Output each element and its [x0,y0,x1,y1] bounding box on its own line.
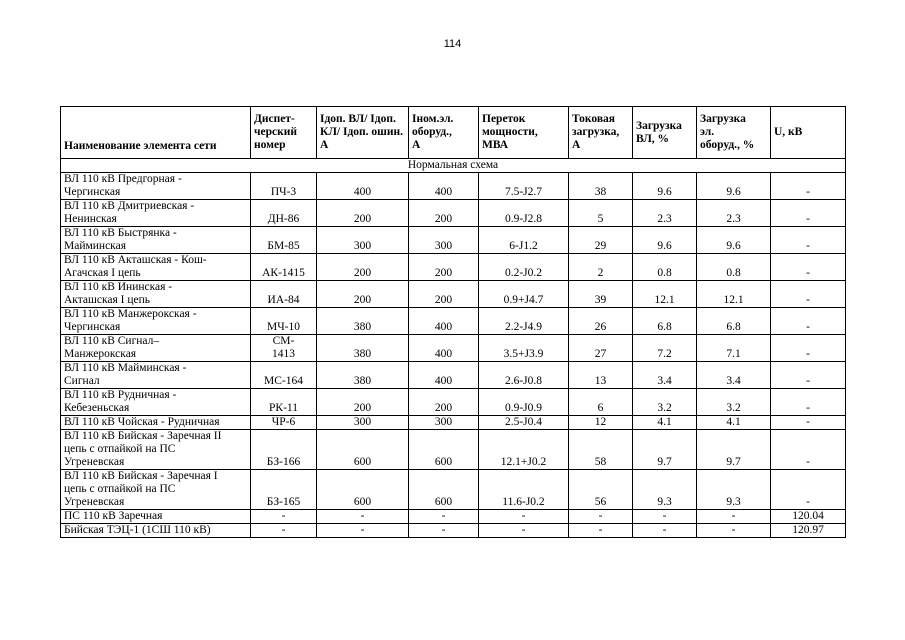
table-cell: 9.6 [633,173,697,200]
table-cell: 2.2-J4.9 [479,308,569,335]
table-cell: 3.4 [697,362,771,389]
table-cell: 3.5+J3.9 [479,335,569,362]
table-cell: 7.2 [633,335,697,362]
table-cell: - [317,510,409,524]
table-cell: 7.5-J2.7 [479,173,569,200]
column-header: Iном.эл. оборуд., А [409,107,479,159]
table-cell: 400 [409,308,479,335]
table-cell: 400 [317,173,409,200]
element-name-cell: ВЛ 110 кВ Майминская - Сигнал [61,362,251,389]
table-cell: 9.3 [633,470,697,510]
table-cell: 9.7 [633,430,697,470]
table-cell: 26 [569,308,633,335]
page-number: 114 [443,38,462,50]
table-cell: - [317,524,409,538]
table-cell: ЧР-6 [251,416,317,430]
table-cell: 380 [317,308,409,335]
element-name-cell: ВЛ 110 кВ Рудничная - Кебезеньская [61,389,251,416]
table-cell: 9.6 [697,173,771,200]
table-cell: - [633,510,697,524]
column-header: Загрузка ВЛ, % [633,107,697,159]
element-name-cell: ПС 110 кВ Заречная [61,510,251,524]
table-cell: 39 [569,281,633,308]
table-row [61,335,846,362]
table-cell: 600 [409,430,479,470]
table-cell: - [771,362,846,389]
table-cell: 3.4 [633,362,697,389]
table-cell: 200 [409,254,479,281]
table-cell: 2.3 [697,200,771,227]
table-cell: 400 [409,335,479,362]
table-cell: 200 [317,200,409,227]
table-cell: 600 [317,430,409,470]
table-cell: АК-1415 [251,254,317,281]
table-cell: 120.04 [771,510,846,524]
table-cell: 300 [317,416,409,430]
table-row [61,389,846,416]
column-header: Загрузка эл. оборуд., % [697,107,771,159]
table-cell: 9.3 [697,470,771,510]
element-name-cell: ВЛ 110 кВ Сигнал– Манжерокская [61,335,251,362]
table-cell: МС-164 [251,362,317,389]
table-row [61,173,846,200]
table-row [61,430,846,470]
column-header: U, кВ [771,107,846,159]
table-cell: 200 [409,281,479,308]
table-cell: 5 [569,200,633,227]
table-cell: СМ- 1413 [251,335,317,362]
table-cell: 6.8 [633,308,697,335]
table-cell: - [771,227,846,254]
table-cell: 12.1+J0.2 [479,430,569,470]
table-cell: - [569,524,633,538]
table-cell: БЗ-165 [251,470,317,510]
table-cell: 29 [569,227,633,254]
table-cell: ИА-84 [251,281,317,308]
table-cell: 300 [317,227,409,254]
table-cell: - [697,510,771,524]
table-cell: - [251,510,317,524]
table-cell: 300 [409,227,479,254]
table-row [61,281,846,308]
table-cell: 3.2 [633,389,697,416]
table-cell: БЗ-166 [251,430,317,470]
table-cell: 7.1 [697,335,771,362]
table-cell: 200 [409,389,479,416]
table-cell: 27 [569,335,633,362]
table-cell: 400 [409,362,479,389]
table-cell: 2.3 [633,200,697,227]
table-cell: 200 [317,389,409,416]
table-row [61,510,846,524]
table-cell: 6-J1.2 [479,227,569,254]
table-row [61,524,846,538]
table-cell: БМ-85 [251,227,317,254]
table-cell: 9.6 [697,227,771,254]
table-cell: 58 [569,430,633,470]
table-row [61,362,846,389]
element-name-cell: ВЛ 110 кВ Дмитриевская - Ненинская [61,200,251,227]
column-header: Iдоп. ВЛ/ Iдоп. КЛ/ Iдоп. ошин. А [317,107,409,159]
table-cell: 0.9-J2.8 [479,200,569,227]
table-cell: 4.1 [697,416,771,430]
table-cell: 380 [317,335,409,362]
table-cell: 6 [569,389,633,416]
table-cell: 56 [569,470,633,510]
table-cell: 11.6-J0.2 [479,470,569,510]
table-cell: 0.2-J0.2 [479,254,569,281]
table-cell: - [771,173,846,200]
element-name-cell: ВЛ 110 кВ Быстрянка - Майминская [61,227,251,254]
table-cell: 12.1 [633,281,697,308]
table-cell: - [771,335,846,362]
table-cell: 12 [569,416,633,430]
table-cell: 2.5-J0.4 [479,416,569,430]
table-cell: 120.97 [771,524,846,538]
table-cell: - [771,430,846,470]
table-row [61,254,846,281]
element-name-cell: ВЛ 110 кВ Манжерокская - Чергинская [61,308,251,335]
column-header: Переток мощности, МВА [479,107,569,159]
table-cell: ПЧ-3 [251,173,317,200]
table-row [61,308,846,335]
table-cell: - [771,308,846,335]
table-cell: - [479,510,569,524]
element-name-cell: ВЛ 110 кВ Бийская - Заречная II цепь с отпайкой на ПС Угреневская [61,430,251,470]
table-cell: - [771,200,846,227]
table-cell: 400 [409,173,479,200]
section-row [61,159,846,173]
table-row [61,200,846,227]
table-cell: - [771,416,846,430]
table-cell: - [771,389,846,416]
column-header: Токовая загрузка, А [569,107,633,159]
table-cell: 3.2 [697,389,771,416]
column-header: Наименование элемента сети [61,107,251,159]
table-cell: 0.9+J4.7 [479,281,569,308]
table-cell: ДН-86 [251,200,317,227]
table-cell: 200 [317,254,409,281]
element-name-cell: ВЛ 110 кВ Ининская - Акташская I цепь [61,281,251,308]
table-cell: - [479,524,569,538]
element-name-cell: ВЛ 110 кВ Акташская - Кош- Агачская I цепь [61,254,251,281]
table-cell: 4.1 [633,416,697,430]
table-cell: - [633,524,697,538]
table-cell: - [697,524,771,538]
table-cell: 380 [317,362,409,389]
table-cell: 0.9-J0.9 [479,389,569,416]
table-row [61,416,846,430]
section-title: Нормальная схема [61,159,846,173]
table-cell: 13 [569,362,633,389]
column-header: Диспет- черский номер [251,107,317,159]
table-cell: - [771,470,846,510]
table-cell: 200 [317,281,409,308]
table-cell: 2.6-J0.8 [479,362,569,389]
table-cell: - [569,510,633,524]
table-cell: - [771,254,846,281]
table-cell: 600 [317,470,409,510]
table-cell: РК-11 [251,389,317,416]
table-cell: 0.8 [697,254,771,281]
table-header-row [61,107,846,159]
table-row [61,227,846,254]
element-name-cell: ВЛ 110 кВ Предгорная - Чергинская [61,173,251,200]
element-name-cell: Бийская ТЭЦ-1 (1СШ 110 кВ) [61,524,251,538]
table-cell: 6.8 [697,308,771,335]
load-table [60,106,846,538]
table-row [61,470,846,510]
table-cell: 2 [569,254,633,281]
table-cell: 12.1 [697,281,771,308]
table-cell: 0.8 [633,254,697,281]
table-cell: 300 [409,416,479,430]
table-cell: МЧ-10 [251,308,317,335]
table-cell: 600 [409,470,479,510]
table-cell: 200 [409,200,479,227]
table-cell: 9.7 [697,430,771,470]
element-name-cell: ВЛ 110 кВ Бийская - Заречная I цепь с отпайкой на ПС Угреневская [61,470,251,510]
table-cell: 38 [569,173,633,200]
table-cell: 9.6 [633,227,697,254]
table-cell: - [409,510,479,524]
table-cell: - [771,281,846,308]
table-cell: - [409,524,479,538]
table-cell: - [251,524,317,538]
element-name-cell: ВЛ 110 кВ Чойская - Рудничная [61,416,251,430]
